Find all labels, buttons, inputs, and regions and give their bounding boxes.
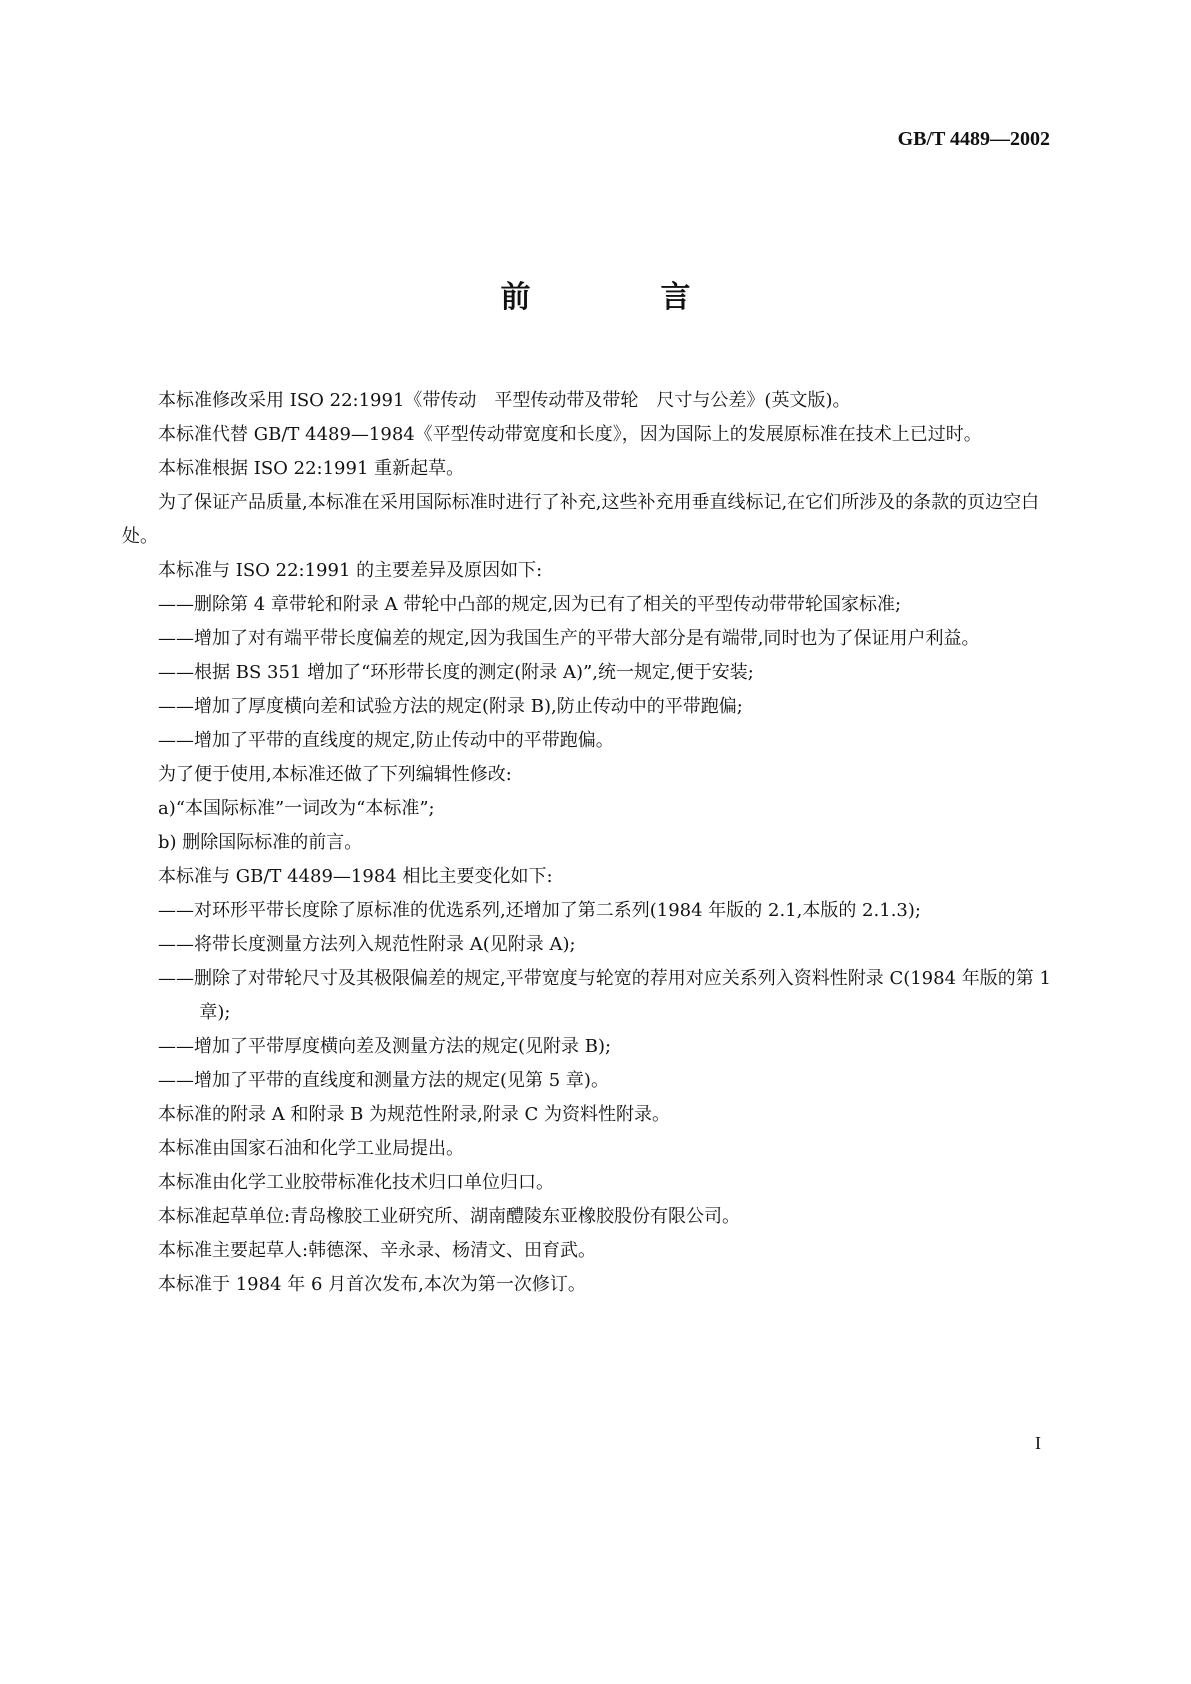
dash-list-item: ——根据 BS 351 增加了“环形带长度的测定(附录 A)”,统一规定,便于安装; [158, 662, 754, 683]
dash-list-item: ——增加了平带的直线度和测量方法的规定(见第 5 章)。 [158, 1070, 609, 1091]
page-number: I [1035, 1433, 1041, 1453]
paragraph: 本标准根据 ISO 22:1991 重新起草。 [158, 458, 465, 479]
lettered-item: b) 删除国际标准的前言。 [158, 832, 363, 853]
dash-list-item: ——增加了平带的直线度的规定,防止传动中的平带跑偏。 [158, 730, 614, 751]
paragraph: 本标准起草单位:青岛橡胶工业研究所、湖南醴陵东亚橡胶股份有限公司。 [158, 1206, 741, 1227]
dash-list-item: ——增加了对有端平带长度偏差的规定,因为我国生产的平带大部分是有端带,同时也为了保证用户利益。 [158, 628, 980, 649]
dash-list-item: ——删除了对带轮尺寸及其极限偏差的规定,平带宽度与轮宽的荐用对应关系列入资料性附录 C(1984 年版的第 1 章); [158, 968, 1051, 1023]
paragraph: 本标准由国家石油和化学工业局提出。 [158, 1138, 464, 1159]
dash-list-item: ——将带长度测量方法列入规范性附录 A(见附录 A); [158, 934, 576, 955]
paragraph: 本标准修改采用 ISO 22:1991《带传动 平型传动带及带轮 尺寸与公差》(英文版)。 [158, 390, 851, 411]
paragraph: 为了保证产品质量,本标准在采用国际标准时进行了补充,这些补充用垂直线标记,在它们所涉及的条款的页边空白处。 [122, 492, 1040, 547]
page-title: 前 言 [500, 280, 741, 315]
paragraph: 本标准与 GB/T 4489—1984 相比主要变化如下: [158, 866, 553, 887]
paragraph: 本标准代替 GB/T 4489—1984《平型传动带宽度和长度》，因为国际上的发展原标准在技术上已过时。 [158, 424, 982, 445]
paragraph: 本标准由化学工业胶带标准化技术归口单位归口。 [158, 1172, 554, 1193]
paragraph: 为了便于使用,本标准还做了下列编辑性修改: [158, 764, 512, 785]
dash-list-item: ——增加了平带厚度横向差及测量方法的规定(见附录 B); [158, 1036, 612, 1057]
standard-code: GB/T 4489—2002 [897, 128, 1050, 150]
paragraph: 本标准与 ISO 22:1991 的主要差异及原因如下: [158, 560, 543, 581]
paragraph: 本标准于 1984 年 6 月首次发布,本次为第一次修订。 [158, 1274, 586, 1295]
foreword-body [122, 384, 1052, 1302]
dash-list-item: ——增加了厚度横向差和试验方法的规定(附录 B),防止传动中的平带跑偏; [158, 696, 743, 717]
paragraph: 本标准主要起草人:韩德深、辛永录、杨清文、田育武。 [158, 1240, 597, 1261]
dash-list-item: ——对环形平带长度除了原标准的优选系列,还增加了第二系列(1984 年版的 2.1,本版的 2.1.3); [158, 900, 921, 921]
dash-list-item: ——删除第 4 章带轮和附录 A 带轮中凸部的规定,因为已有了相关的平型传动带带轮国家标准; [158, 594, 902, 615]
lettered-item: a)“本国际标准”一词改为“本标准”; [158, 798, 435, 819]
paragraph: 本标准的附录 A 和附录 B 为规范性附录,附录 C 为资料性附录。 [158, 1104, 671, 1125]
